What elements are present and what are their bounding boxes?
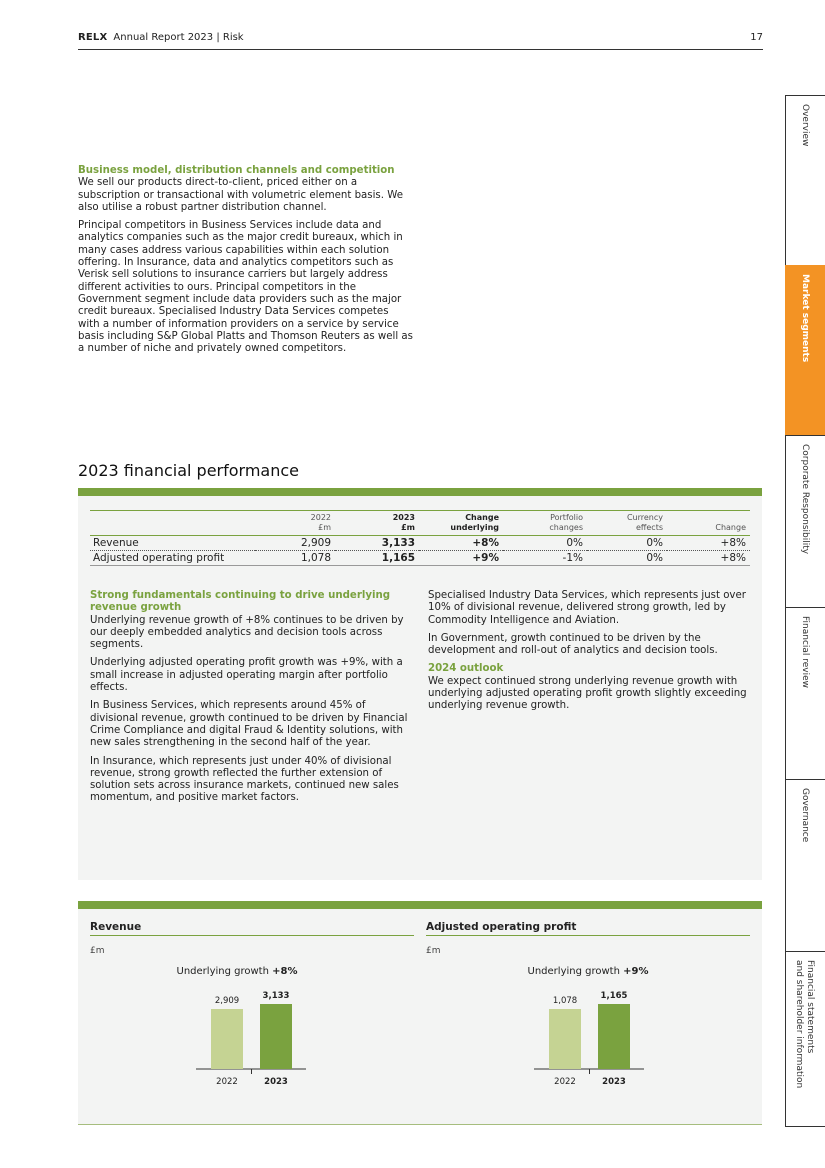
tab-corporate-responsibility[interactable] — [785, 435, 825, 607]
data-label: 1,165 — [600, 991, 628, 1001]
bar-2022 — [211, 1009, 243, 1069]
tab-label: Financial review — [800, 616, 810, 689]
table-header: Change underlying — [419, 511, 503, 536]
table-cell: 1,078 — [255, 551, 335, 566]
tab-overview[interactable] — [785, 95, 825, 265]
table-header: Change — [667, 511, 750, 536]
profit-bar-chart — [534, 985, 644, 1090]
tab-label: Financial statements and shareholder information — [794, 960, 815, 1089]
outlook-heading: 2024 outlook — [428, 663, 504, 675]
brand-name: RELX — [78, 32, 108, 43]
table-row — [90, 551, 750, 566]
x-tick-label: 2023 — [602, 1077, 626, 1087]
tab-label: Corporate Responsibility — [800, 444, 810, 555]
bar-2023 — [260, 1004, 292, 1069]
commentary-right — [428, 590, 748, 719]
tab-label: Market segments — [800, 274, 810, 363]
table-header: Portfolio changes — [503, 511, 587, 536]
revenue-growth-label: Underlying growth +8% — [176, 966, 298, 977]
commentary-left — [90, 590, 410, 811]
table-cell: -1% — [503, 551, 587, 566]
x-tick-label: 2022 — [216, 1077, 238, 1087]
table-cell: 1,165 — [335, 551, 419, 566]
header-section: Annual Report 2023 | Risk — [113, 32, 244, 43]
bar-2022 — [549, 1009, 581, 1069]
x-tick-label: 2022 — [554, 1077, 576, 1087]
paragraph: Principal competitors in Business Services include data and analytics companies such as the major credit bureaux, which in many cases address various capabilities within each solution offering. In Insurance, data and analytics competitors such as Verisk sell solutions to insurance carriers but largely address different activities to ours. Principal competitors in the Government segment include data providers such as the major credit bureaux. Specialised Industry Data Services competes with a number of information providers on a service by service basis including S&P Global Platts and Thomson Reuters as well as a number of niche and privately owned competitors. — [78, 220, 413, 355]
tab-label: Governance — [800, 788, 810, 843]
table-cell: +8% — [667, 536, 750, 551]
section-title: 2023 financial performance — [78, 461, 300, 480]
data-label: 1,078 — [552, 996, 578, 1006]
charts-panel — [78, 909, 762, 1125]
page-number: 17 — [750, 32, 763, 43]
divider-bar — [78, 488, 762, 496]
table-cell: +9% — [419, 551, 503, 566]
divider-bar — [78, 901, 762, 909]
table-cell: 3,133 — [335, 536, 419, 551]
table-row — [90, 536, 750, 551]
paragraph: In Insurance, which represents just under 40% of divisional revenue, strong growth reflected the further extension of solution sets across insurance markets, continued new sales momentum, and positive market factors. — [90, 755, 399, 804]
row-label: Adjusted operating profit — [90, 551, 255, 566]
business-model-heading: Business model, distribution channels and competition — [78, 165, 395, 176]
tab-label: Overview — [800, 104, 810, 147]
table-cell: +8% — [419, 536, 503, 551]
revenue-chart-title: Revenue — [90, 921, 414, 936]
revenue-bar-chart — [196, 985, 306, 1090]
table-cell: 0% — [503, 536, 587, 551]
financial-table — [90, 510, 750, 566]
table-header-blank — [90, 511, 255, 536]
paragraph: In Business Services, which represents around 45% of divisional revenue, growth continued to be driven by Financial Crime Compliance and digital Fraud & Identity solutions, with new sales strengthening in the second half of the year. — [90, 700, 408, 749]
table-header: 2022 £m — [255, 511, 335, 536]
profit-chart-title: Adjusted operating profit — [426, 921, 750, 936]
tab-governance[interactable] — [785, 779, 825, 951]
page-header — [78, 32, 763, 50]
data-label: 3,133 — [262, 991, 290, 1001]
paragraph: In Government, growth continued to be driven by the development and roll-out of analytics and decision tools. — [428, 632, 718, 657]
table-header: Currency effects — [587, 511, 667, 536]
profit-growth-label: Underlying growth +9% — [527, 966, 649, 977]
revenue-chart-unit: £m — [90, 946, 105, 956]
commentary-heading: Strong fundamentals continuing to drive underlying revenue growth — [90, 590, 391, 614]
paragraph: Specialised Industry Data Services, which represents just over 10% of divisional revenue, delivered strong growth, led by Commodity Intelligence and Aviation. — [428, 590, 746, 626]
tab-market-segments[interactable] — [785, 265, 825, 435]
business-model-section — [78, 165, 413, 361]
x-tick-label: 2023 — [264, 1077, 288, 1087]
paragraph: We sell our products direct-to-client, priced either on a subscription or transactional with volumetric element basis. We also utilise a robust partner distribution channel. — [78, 177, 403, 213]
table-header: 2023 £m — [335, 511, 419, 536]
table-cell: 0% — [587, 536, 667, 551]
paragraph: Underlying revenue growth of +8% continues to be driven by our deeply embedded analytics and decision tools across segments. — [90, 614, 404, 651]
tab-financial-statements[interactable] — [785, 951, 825, 1127]
table-cell: +8% — [667, 551, 750, 566]
tab-financial-review[interactable] — [785, 607, 825, 779]
bar-2023 — [598, 1004, 630, 1069]
paragraph: We expect continued strong underlying revenue growth with underlying adjusted operating profit growth slightly exceeding underlying revenue growth. — [428, 675, 747, 712]
row-label: Revenue — [90, 536, 255, 551]
data-label: 2,909 — [214, 996, 240, 1006]
table-header-row — [90, 511, 750, 536]
paragraph: Underlying adjusted operating profit growth was +9%, with a small increase in adjusted operating margin after portfolio effects. — [90, 657, 403, 694]
table-cell: 0% — [587, 551, 667, 566]
table-cell: 2,909 — [255, 536, 335, 551]
profit-chart-unit: £m — [426, 946, 441, 956]
section-tabs — [785, 95, 825, 1127]
